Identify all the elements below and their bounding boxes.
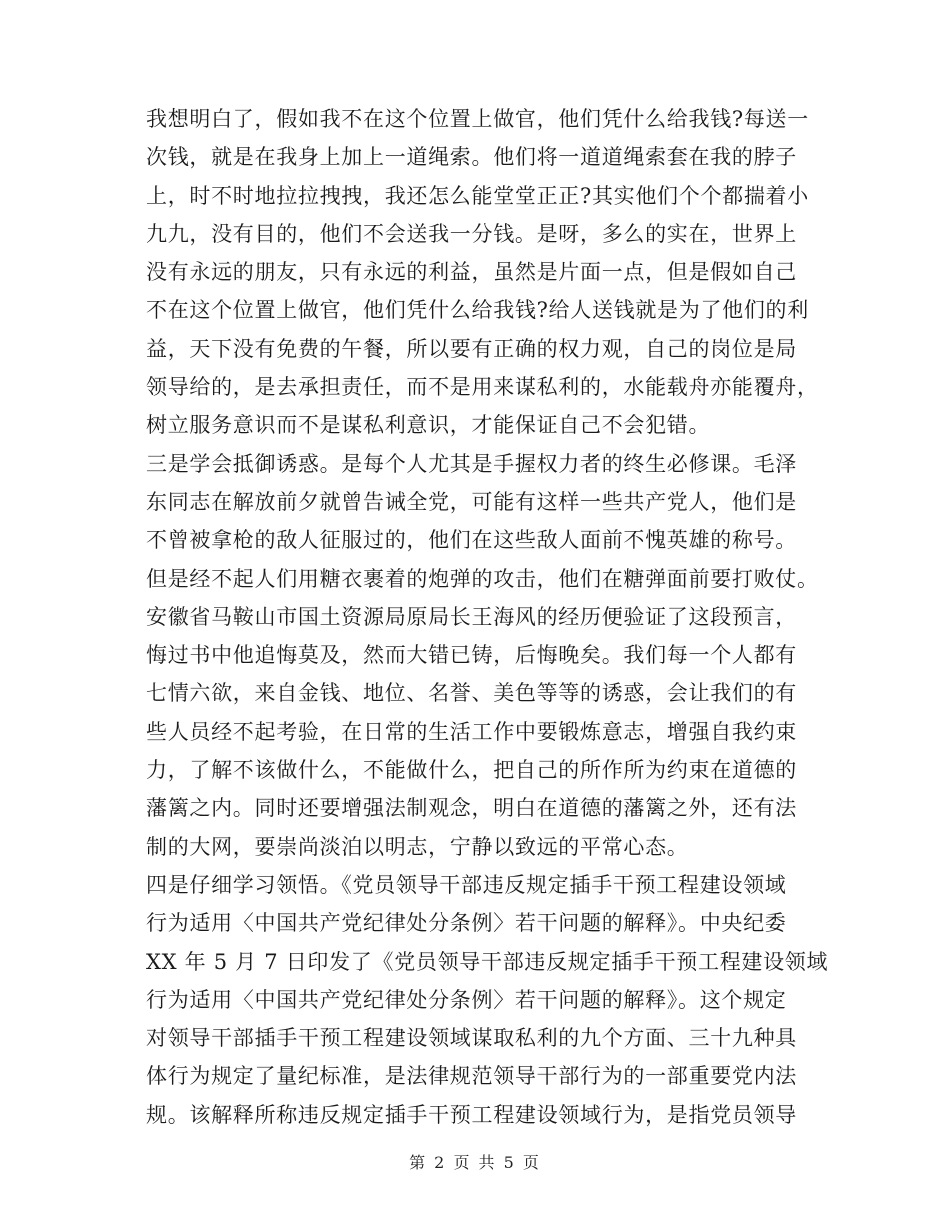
- text-line: 不曾被拿枪的敌人征服过的，他们在这些敌人面前不愧英雄的称号。: [146, 528, 797, 553]
- text-line: 规。该解释所称违反规定插手干预工程建设领域行为，是指党员领导: [146, 1102, 797, 1127]
- text-line: 三是学会抵御诱惑。是每个人尤其是手握权力者的终生必修课。毛泽: [146, 451, 797, 476]
- text-line: 藩篱之内。同时还要增强法制观念，明白在道德的藩篱之外，还有法: [146, 796, 797, 821]
- body-text: [146, 100, 829, 1134]
- text-line: 树立服务意识而不是谋私利意识，才能保证自己不会犯错。: [146, 413, 711, 438]
- text-line: 但是经不起人们用糖衣裹着的炮弹的攻击，他们在糖弹面前要打败仗。: [146, 566, 819, 591]
- text-line: 上，时不时地拉拉拽拽，我还怎么能堂堂正正?其实他们个个都揣着小: [146, 183, 809, 208]
- text-line: 安徽省马鞍山市国土资源局原局长王海风的经历便验证了这段预言，: [146, 604, 797, 629]
- text-line: 领导给的，是去承担责任，而不是用来谋私利的，水能载舟亦能覆舟，: [146, 375, 819, 400]
- text-line: 我想明白了，假如我不在这个位置上做官，他们凭什么给我钱?每送一: [146, 107, 809, 131]
- text-line: 悔过书中他追悔莫及，然而大错已铸，后悔晚矣。我们每一个人都有: [146, 643, 797, 668]
- text-line: 益，天下没有免费的午餐，所以要有正确的权力观，自己的岗位是局: [146, 336, 797, 361]
- text-line: 些人员经不起考验，在日常的生活工作中要锻炼意志，增强自我约束: [146, 719, 797, 744]
- text-line: 东同志在解放前夕就曾告诫全党，可能有这样一些共产党人，他们是: [146, 489, 797, 514]
- text-line: 行为适用〈中国共产党纪律处分条例〉若干问题的解释》。这个规定: [146, 987, 787, 1012]
- text-line: 九九，没有目的，他们不会送我一分钱。是呀，多么的实在，世界上: [146, 221, 797, 246]
- text-line: 制的大网，要崇尚淡泊以明志，宁静以致远的平常心态。: [146, 834, 689, 859]
- text-line: 体行为规定了量纪标准，是法律规范领导干部行为的一部重要党内法: [146, 1064, 797, 1089]
- text-line: 行为适用〈中国共产党纪律处分条例〉若干问题的解释》。中央纪委: [146, 911, 787, 936]
- text-line: 对领导干部插手干预工程建设领域谋取私利的九个方面、三十九种具: [146, 1026, 797, 1051]
- text-line: 力，了解不该做什么，不能做什么，把自己的所作所为约束在道德的: [146, 758, 797, 783]
- text-line: 次钱，就是在我身上加上一道绳索。他们将一道道绳索套在我的脖子: [146, 145, 797, 170]
- text-line: XX 年 5 月 7 日印发了《党员领导干部违反规定插手干预工程建设领域: [146, 949, 829, 974]
- text-line: 没有永远的朋友，只有永远的利益，虽然是片面一点，但是假如自己: [146, 260, 797, 285]
- text-line: 七情六欲，来自金钱、地位、名誉、美色等等的诱惑，会让我们的有: [146, 681, 797, 706]
- text-line: 不在这个位置上做官，他们凭什么给我钱?给人送钱就是为了他们的利: [146, 298, 809, 323]
- text-line: 四是仔细学习领悟。《党员领导干部违反规定插手干预工程建设领域: [146, 872, 787, 897]
- page-number-footer: 第 2 页 共 5 页: [409, 1153, 541, 1172]
